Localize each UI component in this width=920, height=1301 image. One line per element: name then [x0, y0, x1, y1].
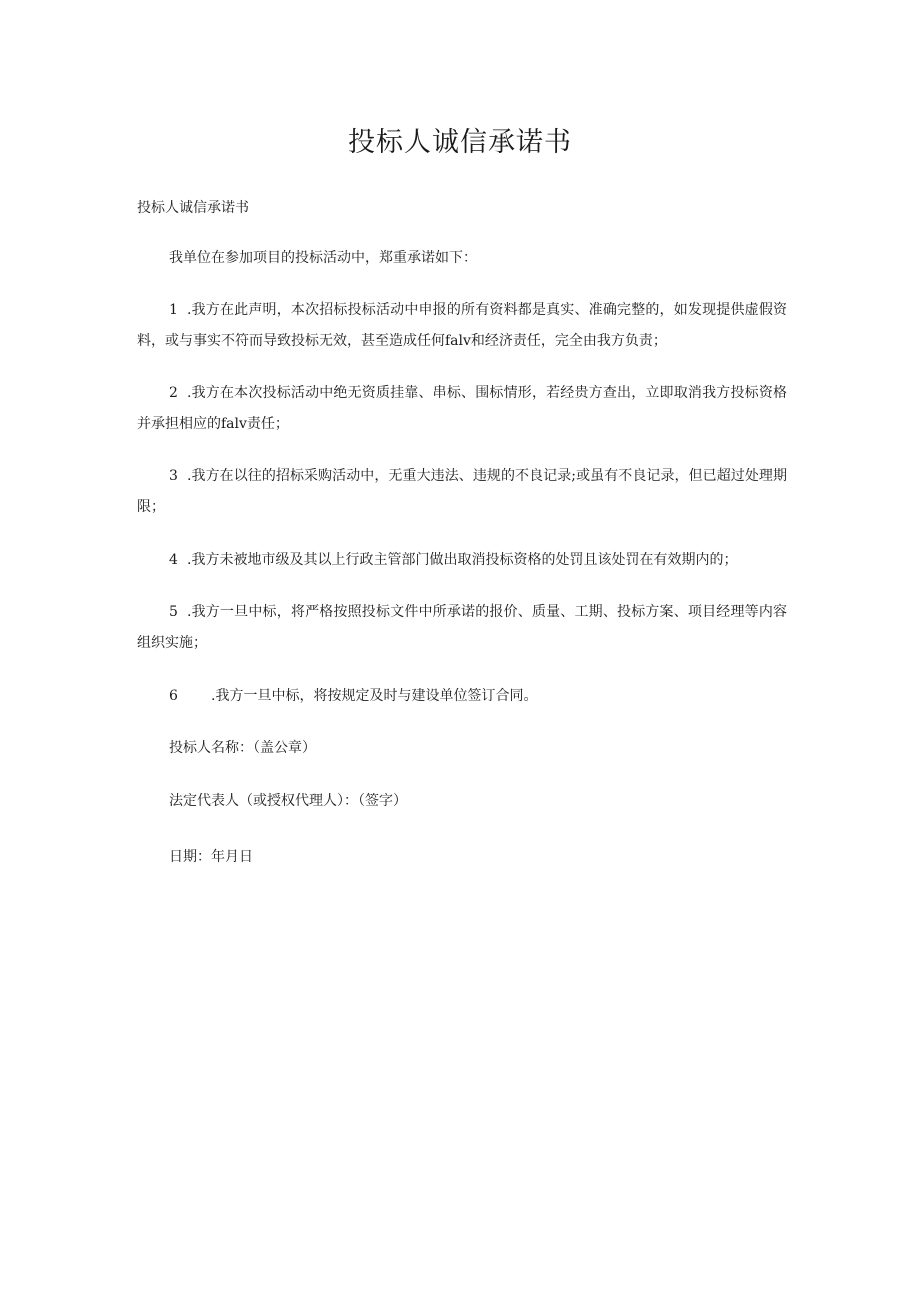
intro-paragraph [137, 243, 819, 274]
item-text: .我方在此声明，本次招标投标活动中申报的所有资料都是真实、准确完整的，如发现提供虚假资 [187, 302, 787, 318]
item-text: .我方未被地市级及其以上行政主管部门做出取消投标资格的处罚且该处罚在有效期内的； [187, 552, 738, 568]
item-text: .我方在以往的招标采购活动中，无重大违法、违规的不良记录;或虽有不良记录，但已超过处理期 [187, 468, 787, 484]
item-number: 3 [169, 468, 178, 484]
commitment-item-2-line-2 [137, 409, 787, 440]
date-label: 日期：年月日 [169, 849, 253, 865]
item-text-continued: 料，或与事实不符而导致投标无效，甚至造成任何falv和经济责任，完全由我方负责； [137, 333, 667, 349]
commitment-item-3-line-2 [137, 492, 787, 523]
date-line [137, 842, 819, 873]
legal-representative-line [137, 786, 819, 817]
item-number: 1 [169, 302, 178, 318]
document-subtitle: 投标人诚信承诺书 [137, 200, 249, 216]
commitment-item-3-line-1 [137, 461, 787, 492]
commitment-item-6 [137, 681, 819, 712]
item-number: 5 [169, 604, 178, 620]
commitment-item-5-line-2 [137, 628, 787, 659]
item-number: 2 [169, 385, 178, 401]
item-text-continued: 组织实施； [137, 635, 207, 651]
item-number: 4 [169, 552, 178, 568]
commitment-item-1-line-1 [137, 295, 787, 326]
item-text: .我方一旦中标，将按规定及时与建设单位签订合同。 [211, 688, 538, 704]
item-text: .我方在本次投标活动中绝无资质挂靠、串标、围标情形，若经贵方查出，立即取消我方投标资格 [187, 385, 787, 401]
commitment-item-5-line-1 [137, 597, 787, 628]
legal-representative-label: 法定代表人（或授权代理人）：（签字） [169, 793, 407, 809]
page-title: 投标人诚信承诺书 [348, 127, 572, 158]
commitment-item-2-line-1 [137, 378, 787, 409]
intro-text: 我单位在参加项目的投标活动中，郑重承诺如下： [169, 250, 477, 266]
item-text: .我方一旦中标，将严格按照投标文件中所承诺的报价、质量、工期、投标方案、项目经理等内容 [187, 604, 787, 620]
commitment-item-1-line-2 [137, 326, 787, 357]
item-text-continued: 并承担相应的falv责任； [137, 416, 289, 432]
item-text-continued: 限； [137, 499, 165, 515]
bidder-name-line [137, 733, 819, 764]
item-number: 6 [169, 688, 178, 704]
commitment-item-4 [137, 545, 819, 576]
bidder-name-label: 投标人名称：（盖公章） [169, 740, 316, 756]
